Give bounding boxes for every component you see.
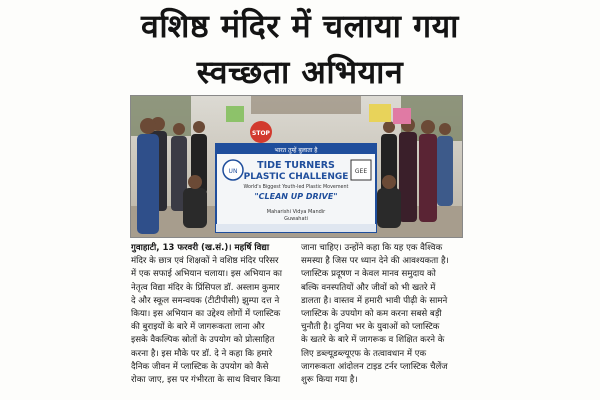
banner-slogan: "CLEAN UP DRIVE" <box>254 192 338 201</box>
person-blue-vest-head <box>140 118 156 134</box>
article-column-1 <box>131 242 293 387</box>
article-col2-line: जागरूकता आंदोलन टाइड टर्नर प्लास्टिक चैलेंज <box>301 361 448 372</box>
placard-yellow <box>369 104 391 122</box>
article-col1-line: दे और स्कूल समन्वयक (टीटीपीसी) झुम्पा दत्त ने <box>131 295 280 306</box>
article-col1-line: रोका जाए, इस पर गंभीरता के साथ विचार किया <box>131 375 281 386</box>
article-col2-line: लिए डब्ल्यूडब्ल्यूएफ के तत्वावधान में एक <box>301 348 427 359</box>
event-photo-illustration <box>131 96 463 238</box>
article-col2-line: प्लास्टिक प्रदूषण न केवल मानव समुदाय को <box>301 269 436 280</box>
person-kneeling-right <box>377 188 401 228</box>
banner-top-text: भारत तुम्हें बुलाता है <box>274 147 318 154</box>
article-col2-line: चुनौती है। दुनिया भर के युवाओं को प्लास्टिक <box>301 322 440 333</box>
placard-green <box>226 106 244 122</box>
article-col2-line: बल्कि वनस्पतियों और जीवों को भी खतरे में <box>301 282 436 293</box>
article-col1-line: में एक सफाई अभियान चलाया। इस अभियान का <box>131 269 282 280</box>
article-col1-line: दैनिक जीवन में प्लास्टिक के उपयोग को कैसे <box>131 361 269 372</box>
banner-title-1: TIDE TURNERS <box>257 160 335 171</box>
placard-pink <box>393 108 411 124</box>
photo-roof <box>251 96 361 114</box>
banner-footer-2: Guwahati <box>284 216 308 222</box>
article-col2-line: समस्या है जिस पर ध्यान देने की आवश्यकता है। <box>301 256 449 267</box>
article-col1-line: करना है। इस मौके पर डॉ. दे ने कहा कि हमारे <box>131 348 273 359</box>
banner-logo-right-text: GEE <box>354 168 368 175</box>
article-col2-line: शुरू किया गया है। <box>301 375 358 386</box>
banner-title-2: PLASTIC CHALLENGE <box>243 172 349 182</box>
article-col1-line: की बुराइयों के बारे में जागरूकता लाना और <box>131 322 265 333</box>
person-kneeling-left <box>183 188 207 228</box>
person-kneeling-left-head <box>188 175 202 189</box>
banner-subtitle: World's Biggest Youth-led Plastic Movement <box>243 185 349 190</box>
event-photo <box>130 95 463 238</box>
article-col2-line: प्लास्टिक के उपयोग को कम करना सबसे बड़ी <box>301 309 442 320</box>
placard-stop-text: STOP <box>252 130 270 137</box>
article-col1-line: नेतृत्व विद्या मंदिर के प्रिंसिपल डॉ. अस्लाम कुमार <box>131 282 280 293</box>
banner-logo-left-text: UN <box>228 168 238 175</box>
banner-footer-1: Maharishi Vidya Mandir <box>266 209 326 215</box>
article-col1-line: गुवाहाटी, 13 फरवरी (ख.सं.)। महर्षि विद्या <box>131 243 270 253</box>
banner-bottom-strip <box>216 224 376 232</box>
article-col1-line: मंदिर के छात्र एवं शिक्षकों ने वशिष्ठ मंदिर परिसर <box>131 256 279 267</box>
headline-line-1: वशिष्ठ मंदिर में चलाया गया <box>141 7 459 45</box>
article-col2-line: जाना चाहिए। उन्होंने कहा कि यह एक वैश्विक <box>301 243 443 253</box>
article-column-2 <box>301 242 463 387</box>
article-col2-line: डालता है। वास्तव में हमारी भावी पीढ़ी के सामने <box>301 295 448 306</box>
person-kneeling-right-head <box>382 175 396 189</box>
article-col1-line: किया। इस अभियान का उद्देश्य लोगों में प्लास्टिक <box>131 309 281 320</box>
person-blue-vest <box>137 134 159 234</box>
article-col1-line: इसके वैकल्पिक स्रोतों के उपयोग को प्रोत्साहित <box>131 335 275 346</box>
headline-line-2: स्वच्छता अभियान <box>196 53 404 91</box>
article-col2-line: के खतरे के बारे में जागरूक व शिक्षित करने के <box>301 335 445 346</box>
